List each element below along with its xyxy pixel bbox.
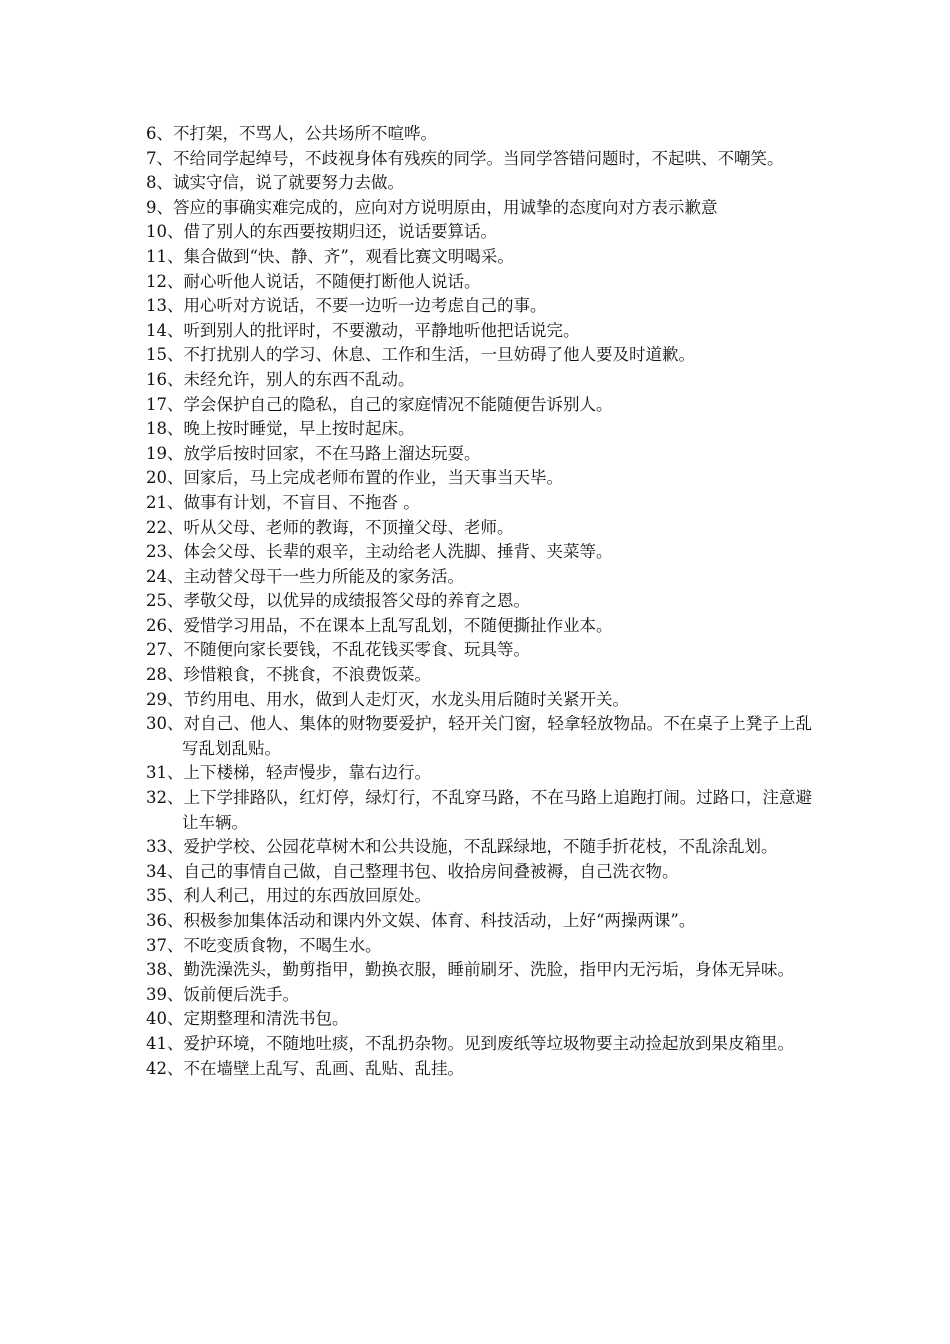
list-item: 40、定期整理和清洗书包。 — [146, 1009, 349, 1029]
list-item: 19、放学后按时回家，不在马路上溜达玩耍。 — [146, 443, 481, 463]
list-item: 20、回家后，马上完成老师布置的作业，当天事当天毕。 — [146, 468, 563, 488]
list-item: 14、听到别人的批评时，不要激动，平静地听他把话说完。 — [146, 320, 580, 340]
list-item: 15、不打扰别人的学习、休息、工作和生活，一旦妨碍了他人要及时道歉。 — [146, 345, 695, 365]
list-item: 16、未经允许，别人的东西不乱动。 — [146, 369, 415, 389]
list-item: 10、借了别人的东西要按期归还，说话要算话。 — [146, 222, 497, 242]
list-item: 21、做事有计划，不盲目、不拖沓 。 — [146, 492, 420, 512]
list-item: 33、爱护学校、公园花草树木和公共设施，不乱踩绿地，不随手折花枝，不乱涂乱划。 — [146, 837, 778, 857]
list-item: 38、勤洗澡洗头，勤剪指甲，勤换衣服，睡前刷牙、洗脸，指甲内无污垢，身体无异味。 — [146, 960, 794, 980]
list-item: 29、节约用电、用水，做到人走灯灭，水龙头用后随时关紧开关。 — [146, 689, 629, 709]
list-item: 27、不随便向家长要钱，不乱花钱买零食、玩具等。 — [146, 640, 530, 660]
list-item: 7、不给同学起绰号，不歧视身体有残疾的同学。当同学答错问题时，不起哄、不嘲笑。 — [146, 148, 784, 168]
list-item: 17、学会保护自己的隐私，自己的家庭情况不能随便告诉别人。 — [146, 394, 613, 414]
list-item: 11、集合做到“快、静、齐”，观看比赛文明喝采。 — [146, 246, 514, 266]
list-item: 39、饭前便后洗手。 — [146, 984, 299, 1004]
list-item: 13、用心听对方说话，不要一边听一边考虑自己的事。 — [146, 296, 547, 316]
list-item: 36、积极参加集体活动和课内外文娱、体育、科技活动，上好“两操两课”。 — [146, 911, 696, 930]
rules-list — [146, 122, 812, 1081]
list-item: 37、不吃变质食物，不喝生水。 — [146, 935, 382, 955]
list-item: 26、爱惜学习用品，不在课本上乱写乱划，不随便撕扯作业本。 — [146, 615, 613, 635]
list-item: 22、听从父母、老师的教诲，不顶撞父母、老师。 — [146, 517, 514, 537]
list-item: 34、自己的事情自己做，自己整理书包、收拾房间叠被褥，自己洗衣物。 — [146, 861, 679, 881]
list-item: 32、上下学排路队，红灯停，绿灯行，不乱穿马路，不在马路上追跑打闹。过路口，注意避让车辆。 — [146, 788, 812, 832]
list-item: 24、主动替父母干一些力所能及的家务活。 — [146, 566, 464, 586]
list-item: 35、利人利己，用过的东西放回原处。 — [146, 886, 431, 906]
list-item: 12、耐心听他人说话，不随便打断他人说话。 — [146, 271, 481, 291]
list-item: 8、诚实守信，说了就要努力去做。 — [146, 173, 404, 193]
list-item: 28、珍惜粮食，不挑食，不浪费饭菜。 — [146, 665, 431, 685]
list-item: 42、不在墙壁上乱写、乱画、乱贴、乱挂。 — [146, 1058, 464, 1078]
list-item: 41、爱护环境，不随地吐痰，不乱扔杂物。见到废纸等垃圾物要主动捡起放到果皮箱里。 — [146, 1033, 794, 1053]
list-item: 6、不打架，不骂人，公共场所不喧哗。 — [146, 124, 437, 143]
list-item: 18、晚上按时睡觉，早上按时起床。 — [146, 419, 415, 439]
list-item: 9、答应的事确实难完成的，应向对方说明原由，用诚挚的态度向对方表示歉意 — [146, 197, 718, 217]
list-item: 23、体会父母、长辈的艰辛，主动给老人洗脚、捶背、夹菜等。 — [146, 542, 613, 562]
list-item: 31、上下楼梯，轻声慢步，靠右边行。 — [146, 763, 431, 783]
list-item: 30、对自己、他人、集体的财物要爱护，轻开关门窗，轻拿轻放物品。不在桌子上凳子上乱写乱划乱贴。 — [146, 714, 812, 758]
list-item: 25、孝敬父母，以优异的成绩报答父母的养育之恩。 — [146, 591, 530, 611]
